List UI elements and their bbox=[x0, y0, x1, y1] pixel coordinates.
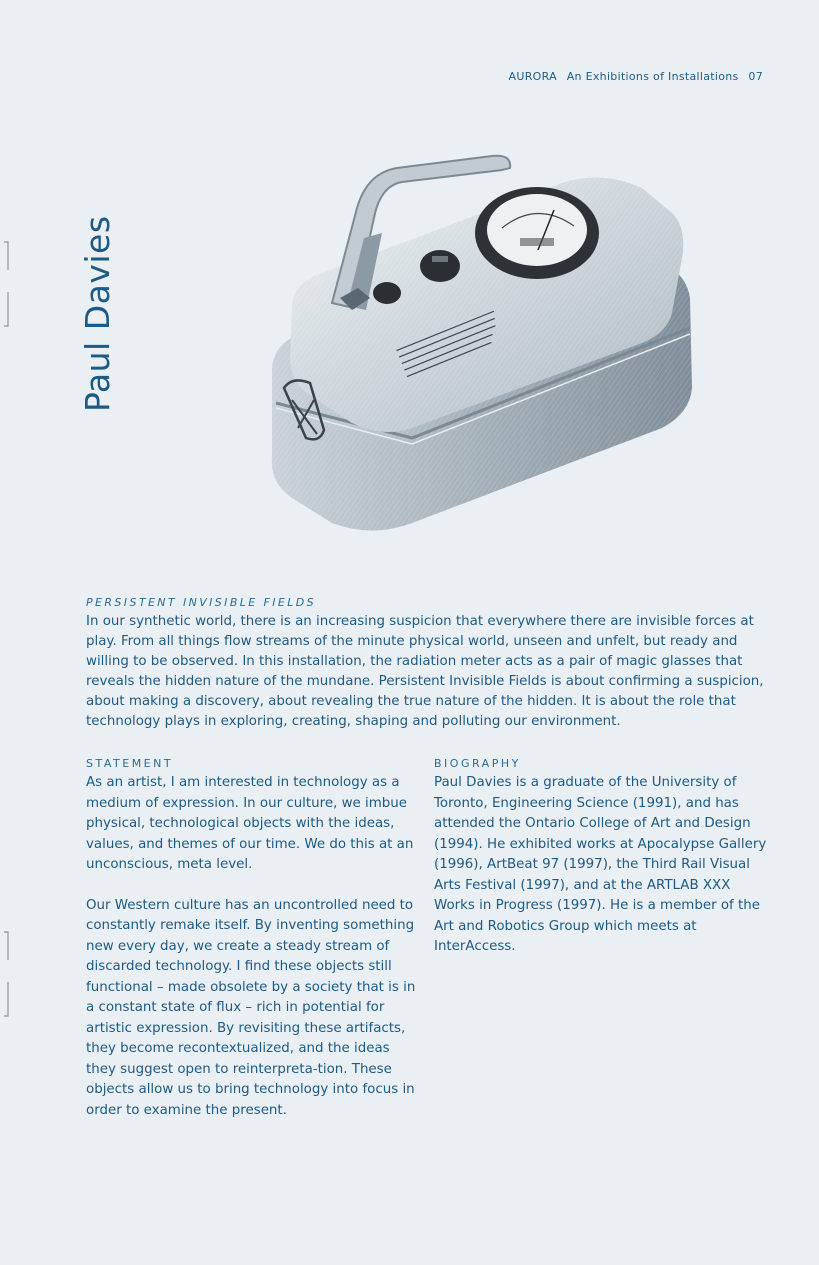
radiation-meter-photo bbox=[262, 138, 700, 538]
publication-subtitle: An Exhibitions of Installations bbox=[566, 70, 739, 83]
artist-name: Paul Davies bbox=[78, 215, 117, 412]
publication-name: AURORA bbox=[508, 70, 557, 83]
statement-heading: STATEMENT bbox=[86, 757, 174, 770]
intro-heading: PERSISTENT INVISIBLE FIELDS bbox=[86, 596, 317, 609]
intro-body: In our synthetic world, there is an increasing suspicion that everywhere there are invisible forces at play. From all things flow streams of the minute physical world, unseen and unfelt, but ready and willing to be observed. In this installation, the radiation meter acts as a pair of magic glasses that reveals the hidden nature of the mundane. Persistent Invisible Fields is about confirming a suspicion, about making a discovery, about revealing the true nature of the hidden. It is about the role that technology plays in exploring, creating, shaping and polluting our environment. bbox=[86, 614, 764, 729]
page-number: 07 bbox=[748, 70, 763, 83]
statement-paragraph: Our Western culture has an uncontrolled need to constantly remake itself. By inventing something new every day, we create a steady stream of discarded technology. I find these objects still functional – made obsolete by a society that is in a constant state of flux – rich in potential for artistic expression. By revisiting these artifacts, they become recontextualized, and the ideas they suggest open to reinterpreta-tion. These objects allow us to bring technology into focus in order to examine the present. bbox=[86, 897, 416, 1118]
biography-section bbox=[434, 757, 774, 958]
running-header bbox=[509, 70, 763, 83]
intro-section bbox=[86, 596, 766, 732]
statement-section bbox=[86, 757, 416, 1121]
biography-heading: BIOGRAPHY bbox=[434, 757, 521, 770]
staple-icon bbox=[2, 930, 10, 1020]
biography-body: Paul Davies is a graduate of the University of Toronto, Engineering Science (1991), and has attended the Ontario College of Art and Design (1994). He exhibited works at Apocalypse Gallery (1996), ArtBeat 97 (1997), the Third Rail Visual Arts Festival (1997), and at the ARTLAB XXX Works in Progress (1997). He is a member of the Art and Robotics Group which meets at InterAccess. bbox=[434, 775, 767, 954]
staple-icon bbox=[2, 240, 10, 330]
statement-paragraph: As an artist, I am interested in technology as a medium of expression. In our culture, we imbue physical, technological objects with the ideas, values, and themes of our time. We do this at an unconscious, meta level. bbox=[86, 775, 414, 872]
